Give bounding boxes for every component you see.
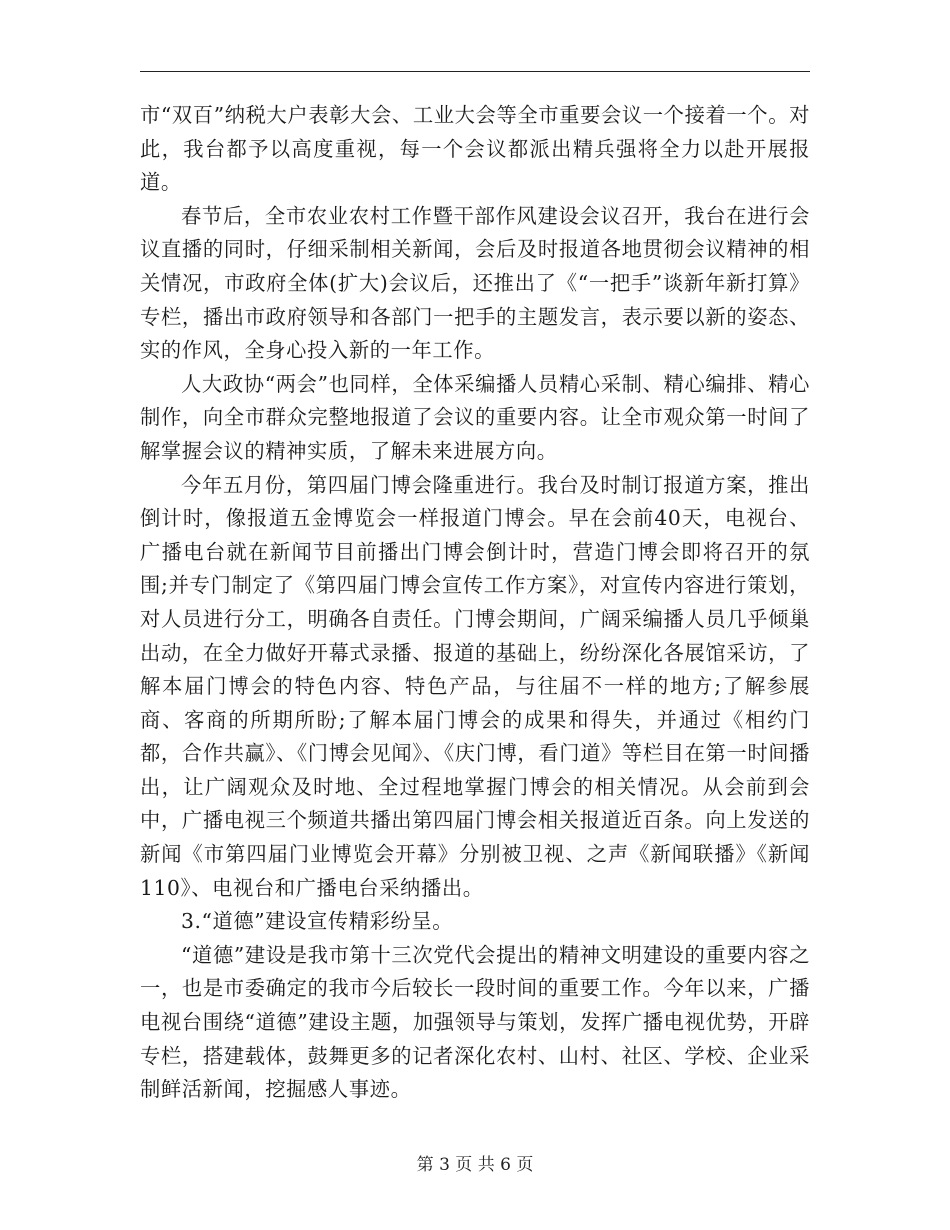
paragraph: 人大政协“两会”也同样，全体采编播人员精心采制、精心编排、精心制作，向全市群众完整地报道了会议的重要内容。让全市观众第一时间了解掌握会议的精神实质，了解未来进展方向。 [140, 371, 810, 463]
paragraph: “道德”建设是我市第十三次党代会提出的精神文明建设的重要内容之一，也是市委确定的我市今后较长一段时间的重要工作。今年以来，广播电视台围绕“道德”建设主题，加强领导与策划，发挥广播电视优势，开辟专栏，搭建载体，鼓舞更多的记者深化农村、山村、社区、学校、企业采制鲜活新闻，挖掘感人事迹。 [140, 942, 810, 1102]
paragraph: 市“双百”纳税大户表彰大会、工业大会等全市重要会议一个接着一个。对此，我台都予以高度重视，每一个会议都派出精兵强将全力以赴开展报道。 [140, 103, 810, 195]
paragraph: 春节后，全市农业农村工作暨干部作风建设会议召开，我台在进行会议直播的同时，仔细采制相关新闻，会后及时报道各地贯彻会议精神的相关情况，市政府全体(扩大)会议后，还推出了《“一把手”谈新年新打算》专栏，播出市政府领导和各部门一把手的主题发言，表示要以新的姿态、实的作风，全身心投入新的一年工作。 [140, 203, 810, 363]
section-heading: 3.“道德”建设宣传精彩纷呈。 [181, 909, 454, 934]
document-body [140, 99, 810, 1107]
header-rule [140, 71, 810, 72]
page-footer: 第 3 页 共 6 页 [416, 1155, 534, 1175]
paragraph: 今年五月份，第四届门博会隆重进行。我台及时制订报道方案，推出倒计时，像报道五金博览会一样报道门博会。早在会前40天，电视台、广播电台就在新闻节目前播出门博会倒计时，营造门博会即将召开的氛围;并专门制定了《第四届门博会宣传工作方案》，对宣传内容进行策划，对人员进行分工，明确各自责任。门博会期间，广阔采编播人员几乎倾巢出动，在全力做好开幕式录播、报道的基础上，纷纷深化各展馆采访，了解本届门博会的特色内容、特色产品，与往届不一样的地方;了解参展商、客商的所期所盼;了解本届门博会的成果和得失，并通过《相约门都，合作共赢》、《门博会见闻》、《庆门博，看门道》等栏目在第一时间播出，让广阔观众及时地、全过程地掌握门博会的相关情况。从会前到会中，广播电视三个频道共播出第四届门博会相关报道近百条。向上发送的新闻《市第四届门业博览会开幕》分别被卫视、之声《新闻联播》《新闻110》、电视台和广播电台采纳播出。 [140, 472, 810, 900]
